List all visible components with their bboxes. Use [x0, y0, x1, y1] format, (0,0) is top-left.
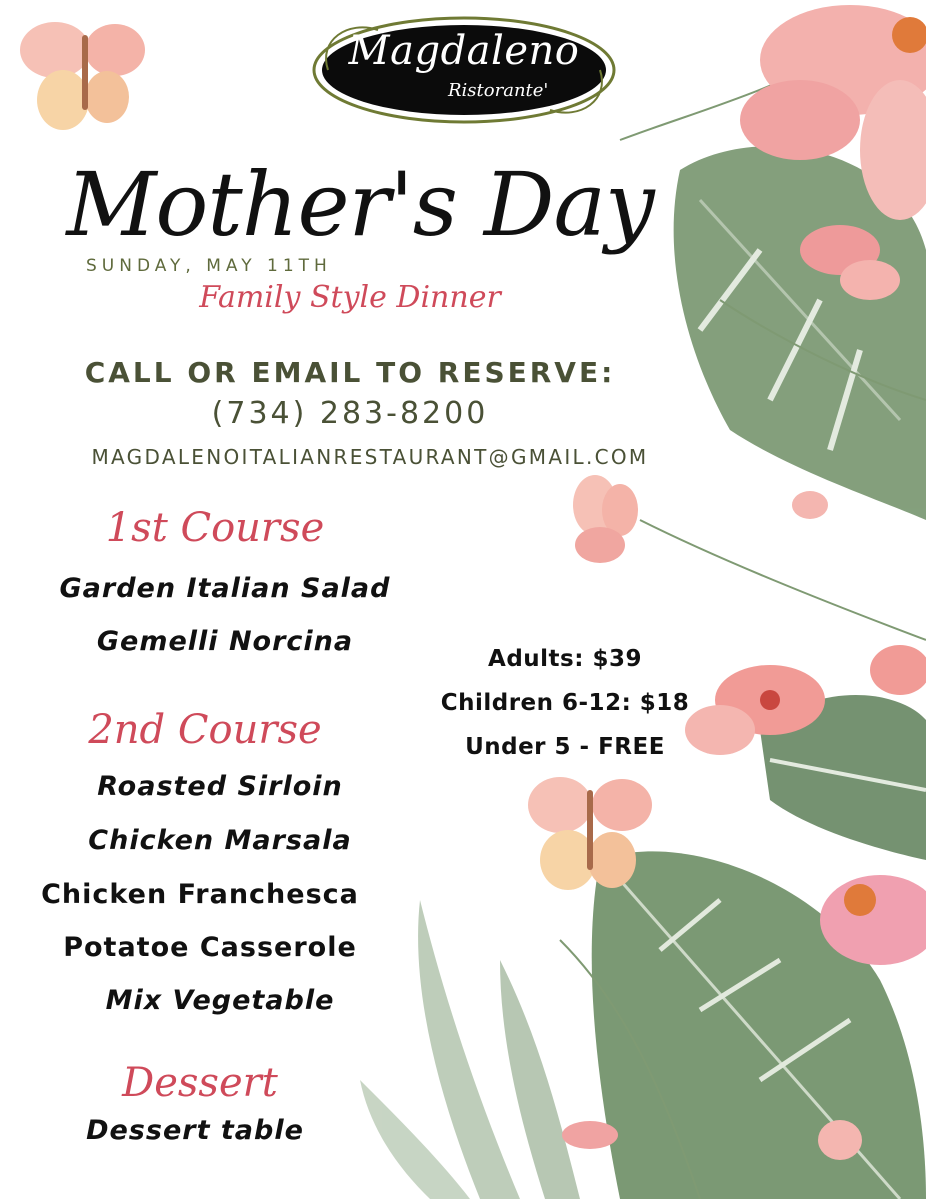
dessert-heading: Dessert	[122, 1060, 278, 1106]
logo-subtitle: Ristorante'	[448, 80, 549, 101]
contact-email: MAGDALENOITALIANRESTAURANT@GMAIL.COM	[91, 445, 649, 469]
contact-phone: (734) 283-8200	[211, 396, 489, 431]
menu-item: Chicken Franchesca	[41, 879, 359, 910]
course-1-heading: 1st Course	[105, 505, 325, 551]
price-adults: Adults: $39	[488, 646, 642, 672]
menu-item: Chicken Marsala	[88, 825, 352, 856]
menu-item: Garden Italian Salad	[59, 573, 391, 604]
price-under-5: Under 5 - FREE	[465, 734, 665, 760]
menu-item: Mix Vegetable	[105, 985, 335, 1016]
course-2-heading: 2nd Course	[88, 707, 322, 753]
menu-item: Gemelli Norcina	[96, 626, 354, 657]
menu-item: Roasted Sirloin	[97, 771, 343, 802]
contact-heading: CALL OR EMAIL TO RESERVE:	[84, 356, 616, 389]
price-children: Children 6-12: $18	[440, 690, 690, 716]
menu-item: Dessert table	[86, 1115, 304, 1146]
logo-name: Magdaleno	[348, 28, 580, 74]
butterfly-icon	[20, 22, 145, 130]
restaurant-logo	[308, 10, 620, 130]
event-title: Mother's Day	[66, 153, 654, 256]
menu-item: Potatoe Casserole	[63, 932, 357, 963]
event-subtitle: Family Style Dinner	[199, 280, 501, 315]
butterfly-icon	[573, 475, 638, 563]
event-date: SUNDAY, MAY 11TH	[86, 256, 332, 276]
